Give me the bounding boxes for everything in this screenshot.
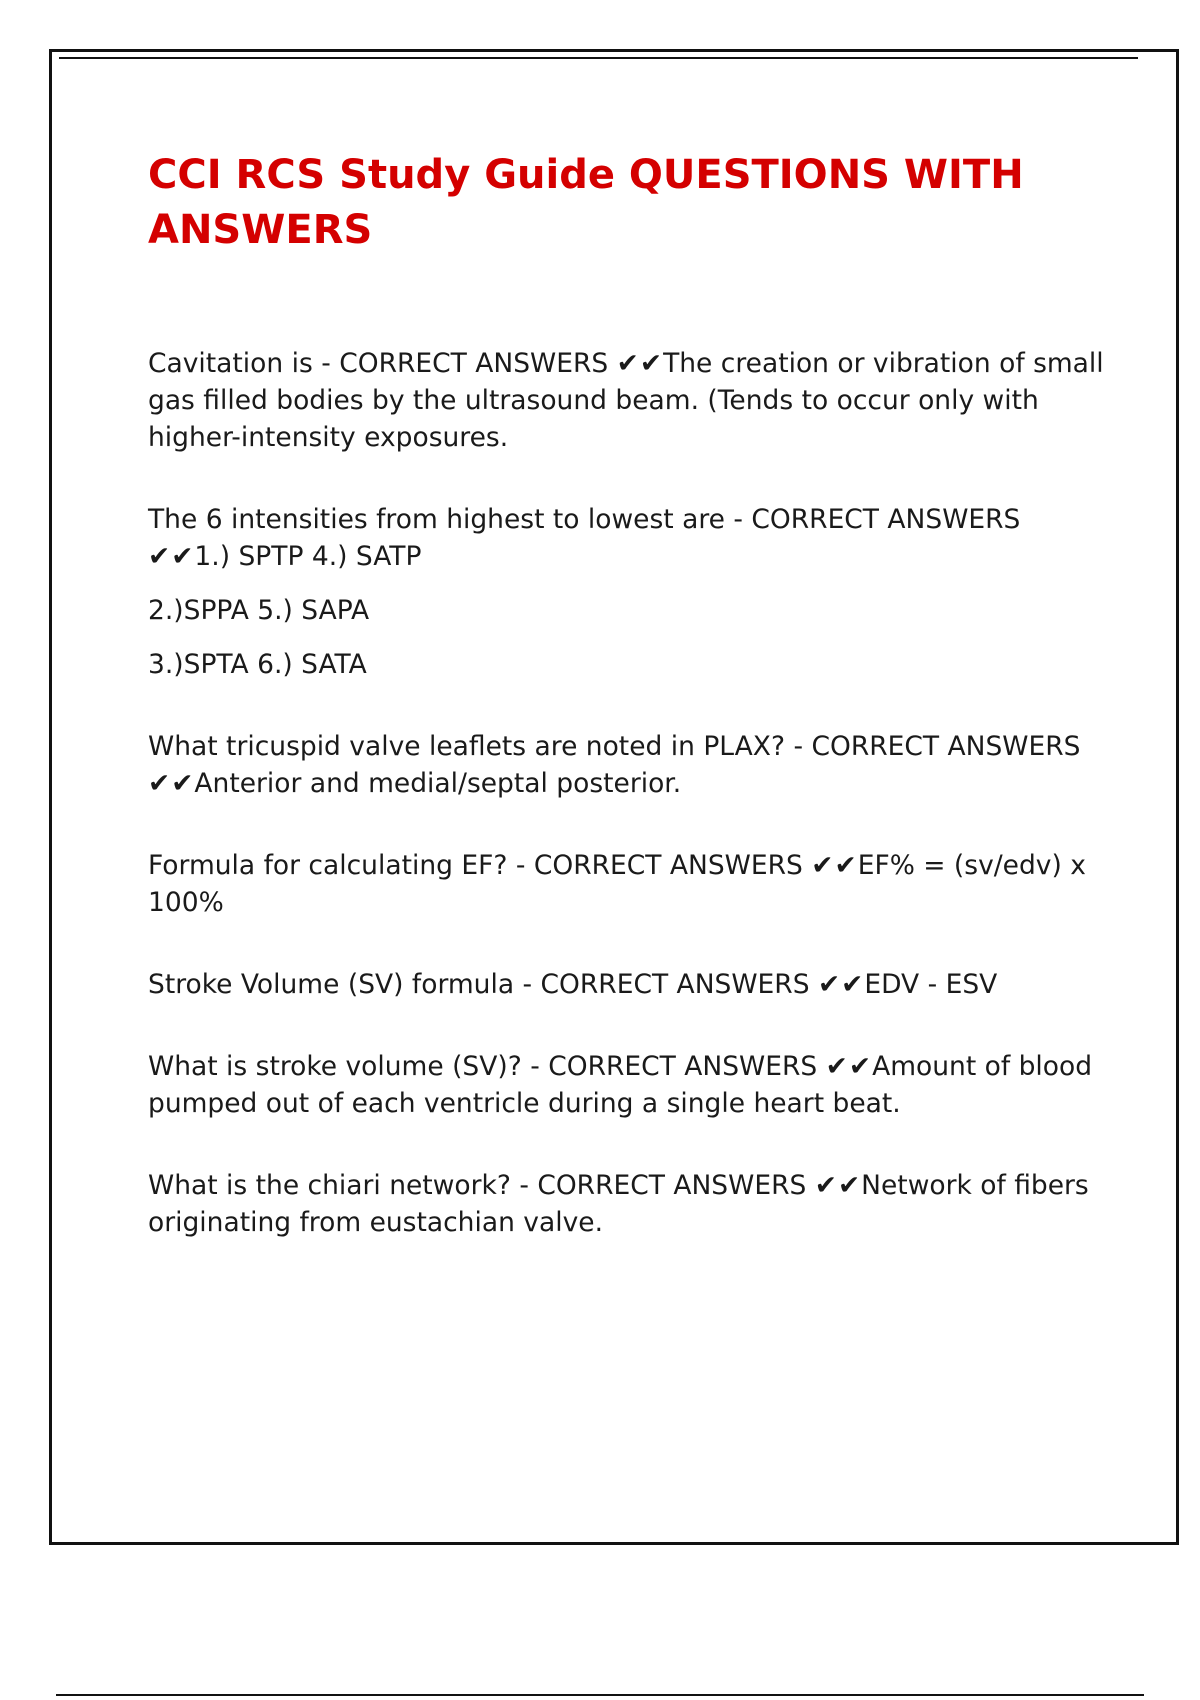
qa-item xyxy=(148,728,1108,802)
question-text: What is the chiari network? xyxy=(148,1170,511,1201)
qa-item xyxy=(148,847,1108,921)
question-text: Stroke Volume (SV) formula xyxy=(148,969,515,1000)
qa-text: Cavitation is - CORRECT ANSWERS ✔✔The creation or vibration of small gas filled bodies by the ultrasound beam. (Tends to occur only with higher-intensity exposures. xyxy=(148,348,1104,453)
answer-line: 2.)SPPA 5.) SAPA xyxy=(148,595,370,626)
answer-text: Amount of blood pumped out of each ventricle during a single heart beat. xyxy=(148,1051,1093,1119)
page-border xyxy=(49,49,1179,1545)
qa-text: The 6 intensities from highest to lowest are - CORRECT ANSWERS ✔✔1.) SPTP 4.) SATP xyxy=(148,504,1021,572)
answer-marker: CORRECT ANSWERS xyxy=(537,1170,807,1201)
double-check-icon: ✔✔ xyxy=(817,969,865,1000)
question-text: Formula for calculating EF? xyxy=(148,850,508,881)
answer-marker: CORRECT ANSWERS xyxy=(540,969,810,1000)
answer-text: EF% = (sv/edv) x 100% xyxy=(148,850,1086,918)
qa-item xyxy=(148,1167,1108,1241)
double-check-icon: ✔✔ xyxy=(148,541,195,572)
document-title: CCI RCS Study Guide QUESTIONS WITH ANSWERS xyxy=(148,152,1024,253)
qa-text: What is stroke volume (SV)? - CORRECT ANSWERS ✔✔Amount of blood pumped out of each ventricle during a single heart beat. xyxy=(148,1051,1093,1119)
answer-marker: CORRECT ANSWERS xyxy=(533,850,803,881)
answer-text: EDV - ESV xyxy=(864,969,998,1000)
question-text: The 6 intensities from highest to lowest are xyxy=(148,504,725,535)
question-text: What tricuspid valve leaflets are noted in PLAX? xyxy=(148,731,786,762)
qa-text: What tricuspid valve leaflets are noted in PLAX? - CORRECT ANSWERS ✔✔Anterior and medial/septal posterior. xyxy=(148,731,1081,799)
answer-marker: CORRECT ANSWERS xyxy=(751,504,1021,535)
question-text: What is stroke volume (SV)? xyxy=(148,1051,522,1082)
answer-text: The creation or vibration of small gas filled bodies by the ultrasound beam. (Tends to occur only with higher-intensity exposures. xyxy=(148,348,1104,453)
qa-item xyxy=(148,345,1108,456)
qa-list xyxy=(148,345,1108,1241)
answer-marker: CORRECT ANSWERS xyxy=(339,348,609,379)
double-check-icon: ✔✔ xyxy=(825,1051,873,1082)
answer-marker: CORRECT ANSWERS xyxy=(811,731,1081,762)
double-check-icon: ✔✔ xyxy=(616,348,664,379)
top-divider xyxy=(59,57,1138,59)
bottom-divider xyxy=(56,1694,1144,1696)
qa-item xyxy=(148,501,1108,683)
double-check-icon: ✔✔ xyxy=(148,768,195,799)
qa-text: Stroke Volume (SV) formula - CORRECT ANSWERS ✔✔EDV - ESV xyxy=(148,969,998,1000)
qa-text: Formula for calculating EF? - CORRECT ANSWERS ✔✔EF% = (sv/edv) x 100% xyxy=(148,850,1086,918)
double-check-icon: ✔✔ xyxy=(814,1170,862,1201)
answer-text: Network of fibers originating from eustachian valve. xyxy=(148,1170,1089,1238)
answer-text: 1.) SPTP 4.) SATP xyxy=(194,541,422,572)
qa-item xyxy=(148,1048,1108,1122)
answer-text: Anterior and medial/septal posterior. xyxy=(194,768,682,799)
qa-text: What is the chiari network? - CORRECT ANSWERS ✔✔Network of fibers originating from eustachian valve. xyxy=(148,1170,1089,1238)
qa-item xyxy=(148,966,1108,1003)
answer-line: 3.)SPTA 6.) SATA xyxy=(148,649,367,680)
document-body xyxy=(148,148,1108,1286)
double-check-icon: ✔✔ xyxy=(811,850,858,881)
question-text: Cavitation is xyxy=(148,348,313,379)
answer-marker: CORRECT ANSWERS xyxy=(548,1051,818,1082)
